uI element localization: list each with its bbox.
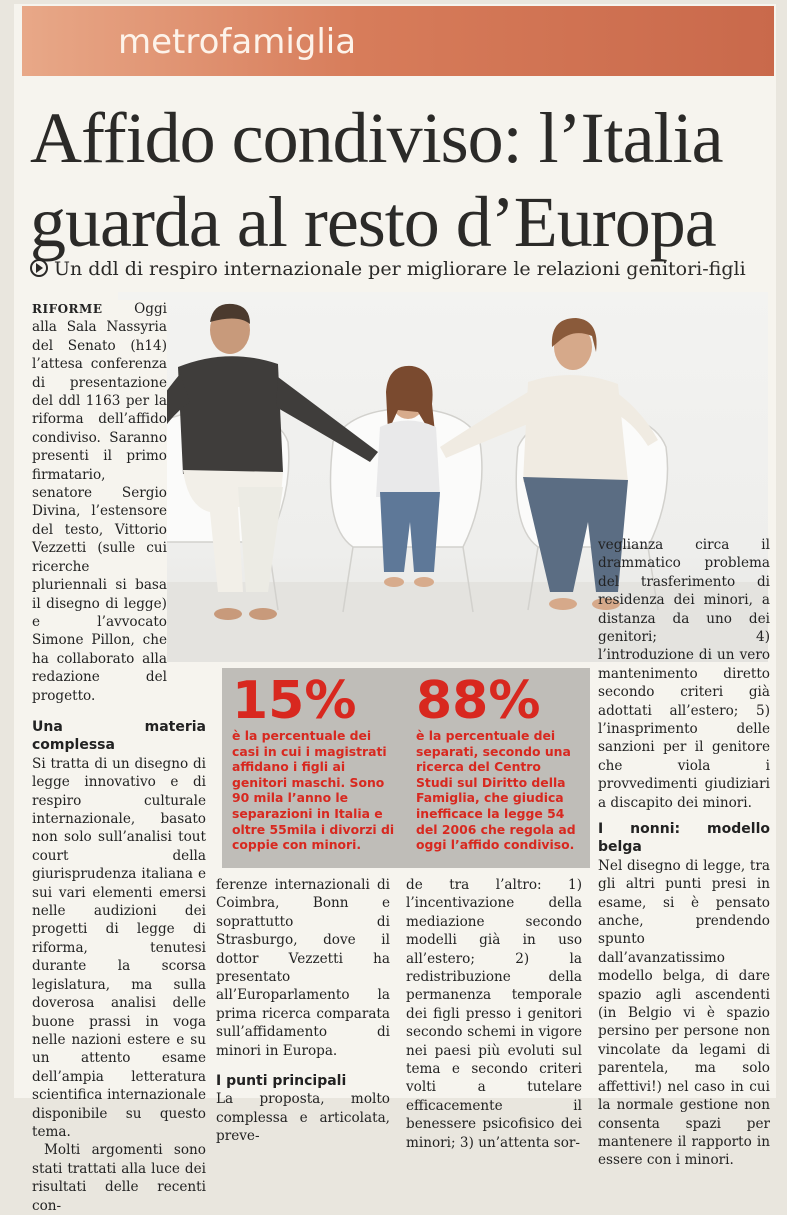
subheadline-text: Un ddl di respiro internazionale per migliorare le relazioni genitori-figli (54, 258, 746, 280)
column-4-bottom (598, 820, 770, 1170)
stat-box-88 (406, 668, 590, 868)
body-paragraph: de tra l’altro: 1) l’incentivazione della mediazione secondo modelli già in uso all’estero; 2) la redistribuzione della permanenza temporale dei figli presso i genitori secondo schemi in vigore nei paesi più evoluti sul tema e secondo criteri volti a tutelare efficacemente il benessere psicofisico dei minori; 3) un’attenta sor- (406, 877, 582, 1151)
section-banner (22, 6, 774, 76)
stat-value: 88% (416, 671, 541, 731)
stat-value: 15% (232, 671, 357, 731)
lead-paragraph: Oggi alla Sala Nassyria del Senato (h14) l’attesa conferenza di presentazione del ddl 1163 per la riforma dell’affido condiviso. Saranno presenti il primo firmatario, senatore Sergio Divina, l’estensore del testo, Vittorio Vezzetti (sulle cui ricerche pluriennali si basa il disegno di legge) e l’avvocato Simone Pillon, che ha collaborato alla redazione del progetto. (32, 301, 167, 704)
stat-box-15 (222, 668, 406, 868)
section-title-punti: I punti principali (216, 1073, 347, 1090)
column-1-lead (32, 300, 167, 705)
kicker-label: RIFORME (32, 302, 103, 316)
headline: Affido condiviso: l’Italia guarda al resto d’Europa (30, 98, 723, 262)
column-4-top (598, 536, 770, 812)
body-paragraph: veglianza circa il drammatico problema del trasferimento di residenza dei minori, a distanza da uno dei genitori; 4) l’introduzione di un vero mantenimento diretto secondo criteri già adottati all’estero; 5) l’inasprimento delle sanzioni per il genitore che viola i provvedimenti giudiziari a discapito dei minori. (598, 537, 770, 811)
section-name: metrofamiglia (118, 22, 357, 62)
column-3 (406, 876, 582, 1152)
subheadline (30, 258, 775, 280)
column-2 (216, 876, 390, 1146)
stat-description: è la percentuale dei separati, secondo una ricerca del Centro Studi sul Diritto della Famiglia, che giudica inefficace la legge 54 del 2006 che regola ad oggi l’affido condiviso. (416, 728, 576, 853)
arrow-circle-icon (30, 259, 48, 277)
stat-description: è la percentuale dei casi in cui i magistrati affidano i figli ai genitori maschi. Sono 90 mila l’anno le separazioni in Italia e oltre 55mila i divorzi di coppie con minori. (232, 728, 395, 853)
body-paragraph: Nel disegno di legge, tra gli altri punti presi in esame, si è pensato anche, prendendo spunto dall’avanzatissimo modello belga, di dare spazio agli ascendenti (in Belgio vi è spazio persino per persone non vincolate da legami di parentela, ma solo affettivi!) nel caso in cui la normale gestione non consenta spazi per mantenere il rapporto in essere con i minori. (598, 857, 770, 1169)
body-paragraph: ferenze internazionali di Coimbra, Bonn e soprattutto di Strasburgo, dove il dottor Vezzetti ha presentato all’Europarlamento la prima ricerca comparata sull’affidamento di minori in Europa. (216, 877, 390, 1059)
column-1-body (32, 718, 206, 1215)
body-paragraph-1: Si tratta di un disegno di legge innovativo e di respiro culturale internazionale, basato non solo sull’analisi tout court della giurisprudenza italiana e sui vari elementi emersi nelle audizioni dei progetti di legge di riforma, tenutesi durante la scorsa legislatura, ma sulla doverosa analisi delle buone prassi in voga nelle nazioni estere e su un attento esame dell’ampia letteratura scientifica internazionale disponibile su questo tema. (32, 755, 206, 1140)
body-paragraph-2: La proposta, molto complessa e articolata, preve- (216, 1091, 390, 1145)
section-title-materia: Una materia complessa (32, 719, 206, 754)
section-title-nonni: I nonni: modello belga (598, 821, 770, 856)
body-paragraph-2: Molti argomenti sono stati trattati alla luce dei risultati delle recenti con- (32, 1142, 206, 1214)
